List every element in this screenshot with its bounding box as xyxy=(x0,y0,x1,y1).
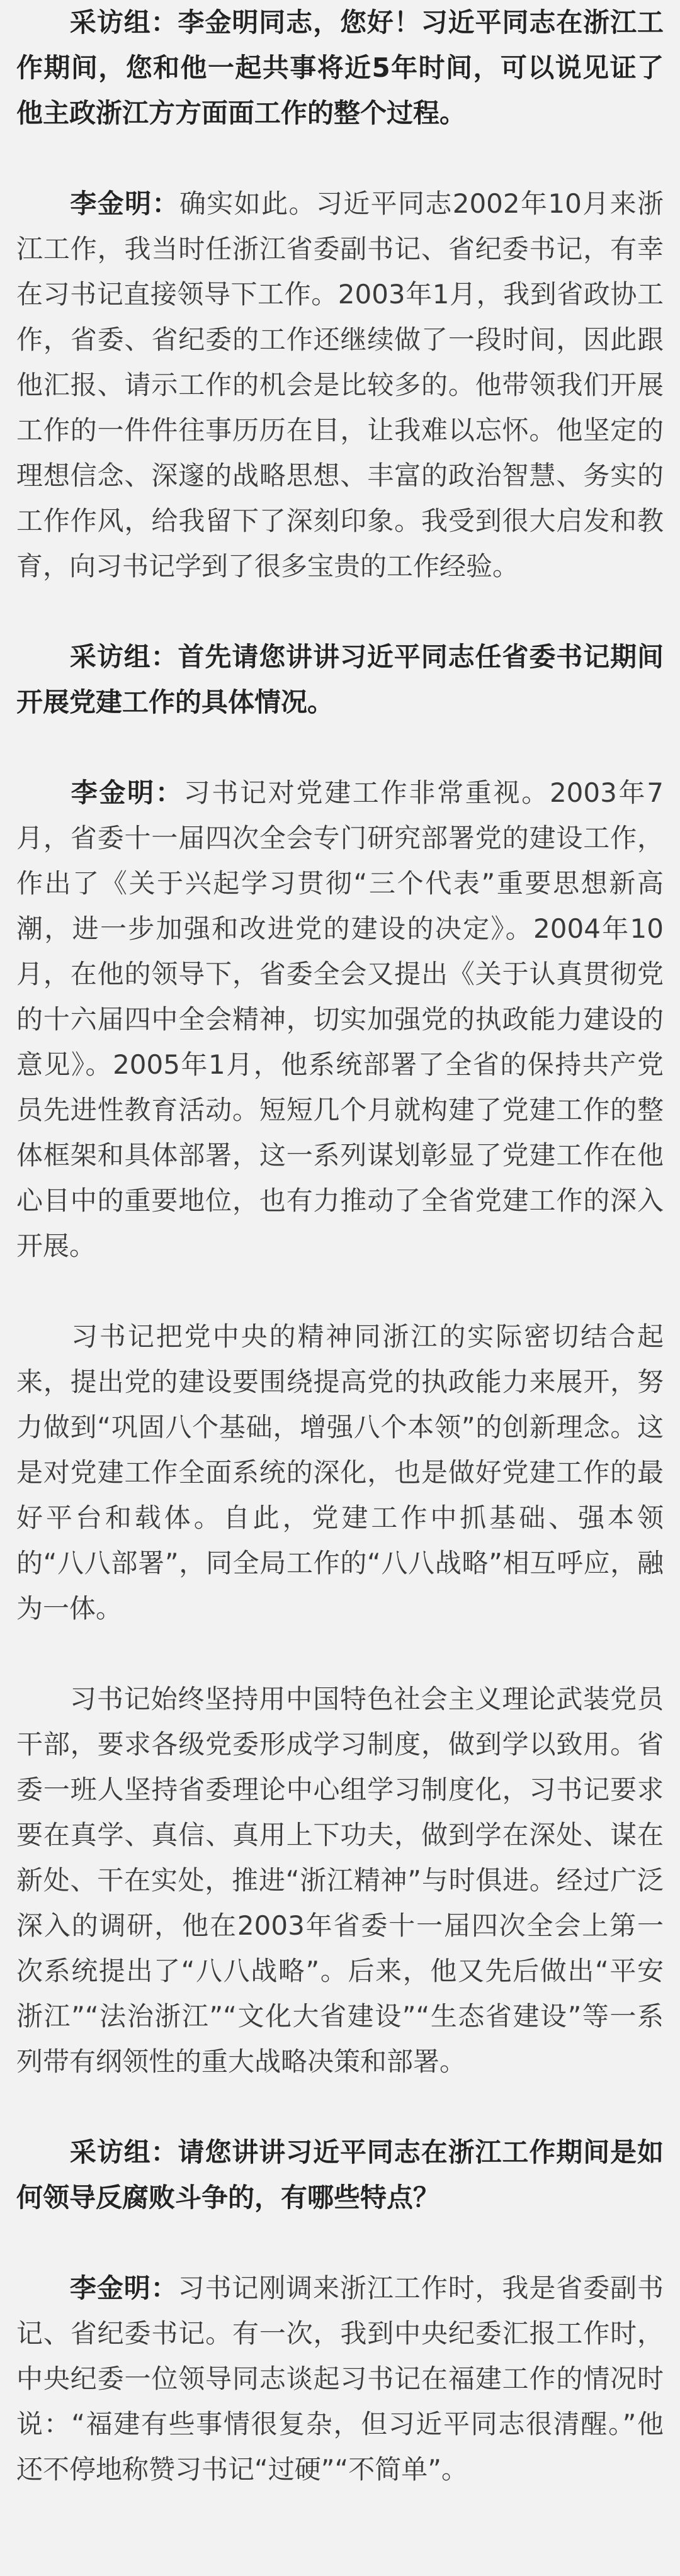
answer-text: 习书记对党建工作非常重视。2003年7月，省委十一届四次全会专门研究部署党的建设工作，作出了《关于兴起学习贯彻“三个代表”重要思想新高潮，进一步加强和改进党的建设的决定》。2004年10月，在他的领导下，省委全会又提出《关于认真贯彻党的十六届四中全会精神，切实加强党的执政能力建设的意见》。2005年1月，他系统部署了全省的保持共产党员先进性教育活动。短短几个月就构建了党建工作的整体框架和具体部署，这一系列谋划彰显了党建工作在他心目中的重要地位，也有力推动了全省党建工作的深入开展。 xyxy=(16,777,664,1261)
paragraph-gap xyxy=(0,136,680,181)
paragraph-gap xyxy=(0,725,680,770)
speaker-label: 李金明： xyxy=(69,2273,178,2303)
question-paragraph xyxy=(0,2130,680,2220)
paragraph-gap xyxy=(0,589,680,634)
question-paragraph xyxy=(0,0,680,136)
question-text: 请您讲讲习近平同志在浙江工作期间是如何领导反腐败斗争的，有哪些特点？ xyxy=(16,2137,664,2213)
speaker-label: 李金明： xyxy=(69,188,179,219)
answer-paragraph xyxy=(0,2266,680,2492)
speaker-label: 采访组： xyxy=(69,641,178,672)
answer-text: 习书记刚调来浙江工作时，我是省委副书记、省纪委书记。有一次，我到中央纪委汇报工作时，中央纪委一位领导同志谈起习书记在福建工作的情况时说：“福建有些事情很复杂，但习近平同志很清醒。”他还不停地称赞习书记“过硬”“不简单”。 xyxy=(16,2273,664,2485)
answer-paragraph xyxy=(0,770,680,1269)
speaker-label: 李金明： xyxy=(69,777,184,808)
answer-text: 习书记始终坚持用中国特色社会主义理论武装党员干部，要求各级党委形成学习制度，做到学以致用。省委一班人坚持省委理论中心组学习制度化，习书记要求要在真学、真信、真用上下功夫，做到学在深处、谋在新处、干在实处，推进“浙江精神”与时俱进。经过广泛深入的调研，他在2003年省委十一届四次全会上第一次系统提出了“八八战略”。后来，他又先后做出“平安浙江”“法治浙江”“文化大省建设”“生态省建设”等一系列带有纲领性的重大战略决策和部署。 xyxy=(16,1684,664,2077)
speaker-label: 采访组： xyxy=(69,7,178,38)
answer-text: 确实如此。习近平同志2002年10月来浙江工作，我当时任浙江省委副书记、省纪委书记，有幸在习书记直接领导下工作。2003年1月，我到省政协工作，省委、省纪委的工作还继续做了一段时间，因此跟他汇报、请示工作的机会是比较多的。他带领我们开展工作的一件件往事历历在目，让我难以忘怀。他坚定的理想信念、深邃的战略思想、丰富的政治智慧、务实的工作作风，给我留下了深刻印象。我受到很大启发和教育，向习书记学到了很多宝贵的工作经验。 xyxy=(16,188,664,582)
paragraph-gap xyxy=(0,1631,680,1677)
answer-text: 习书记把党中央的精神同浙江的实际密切结合起来，提出党的建设要围绕提高党的执政能力来展开，努力做到“巩固八个基础，增强八个本领”的创新理念。这是对党建工作全面系统的深化，也是做好党建工作的最好平台和载体。自此，党建工作中抓基础、强本领的“八八部署”，同全局工作的“八八战略”相互呼应，融为一体。 xyxy=(16,1321,664,1624)
answer-paragraph xyxy=(0,1314,680,1631)
paragraph-gap xyxy=(0,1269,680,1314)
speaker-label: 采访组： xyxy=(69,2137,178,2168)
question-text: 首先请您讲讲习近平同志任省委书记期间开展党建工作的具体情况。 xyxy=(16,641,664,717)
question-paragraph xyxy=(0,634,680,725)
answer-paragraph xyxy=(0,181,680,589)
paragraph-gap xyxy=(0,2220,680,2266)
answer-paragraph xyxy=(0,1677,680,2084)
paragraph-gap xyxy=(0,2084,680,2130)
question-text: 李金明同志，您好！习近平同志在浙江工作期间，您和他一起共事将近5年时间，可以说见证了他主政浙江方方面面工作的整个过程。 xyxy=(16,7,664,128)
